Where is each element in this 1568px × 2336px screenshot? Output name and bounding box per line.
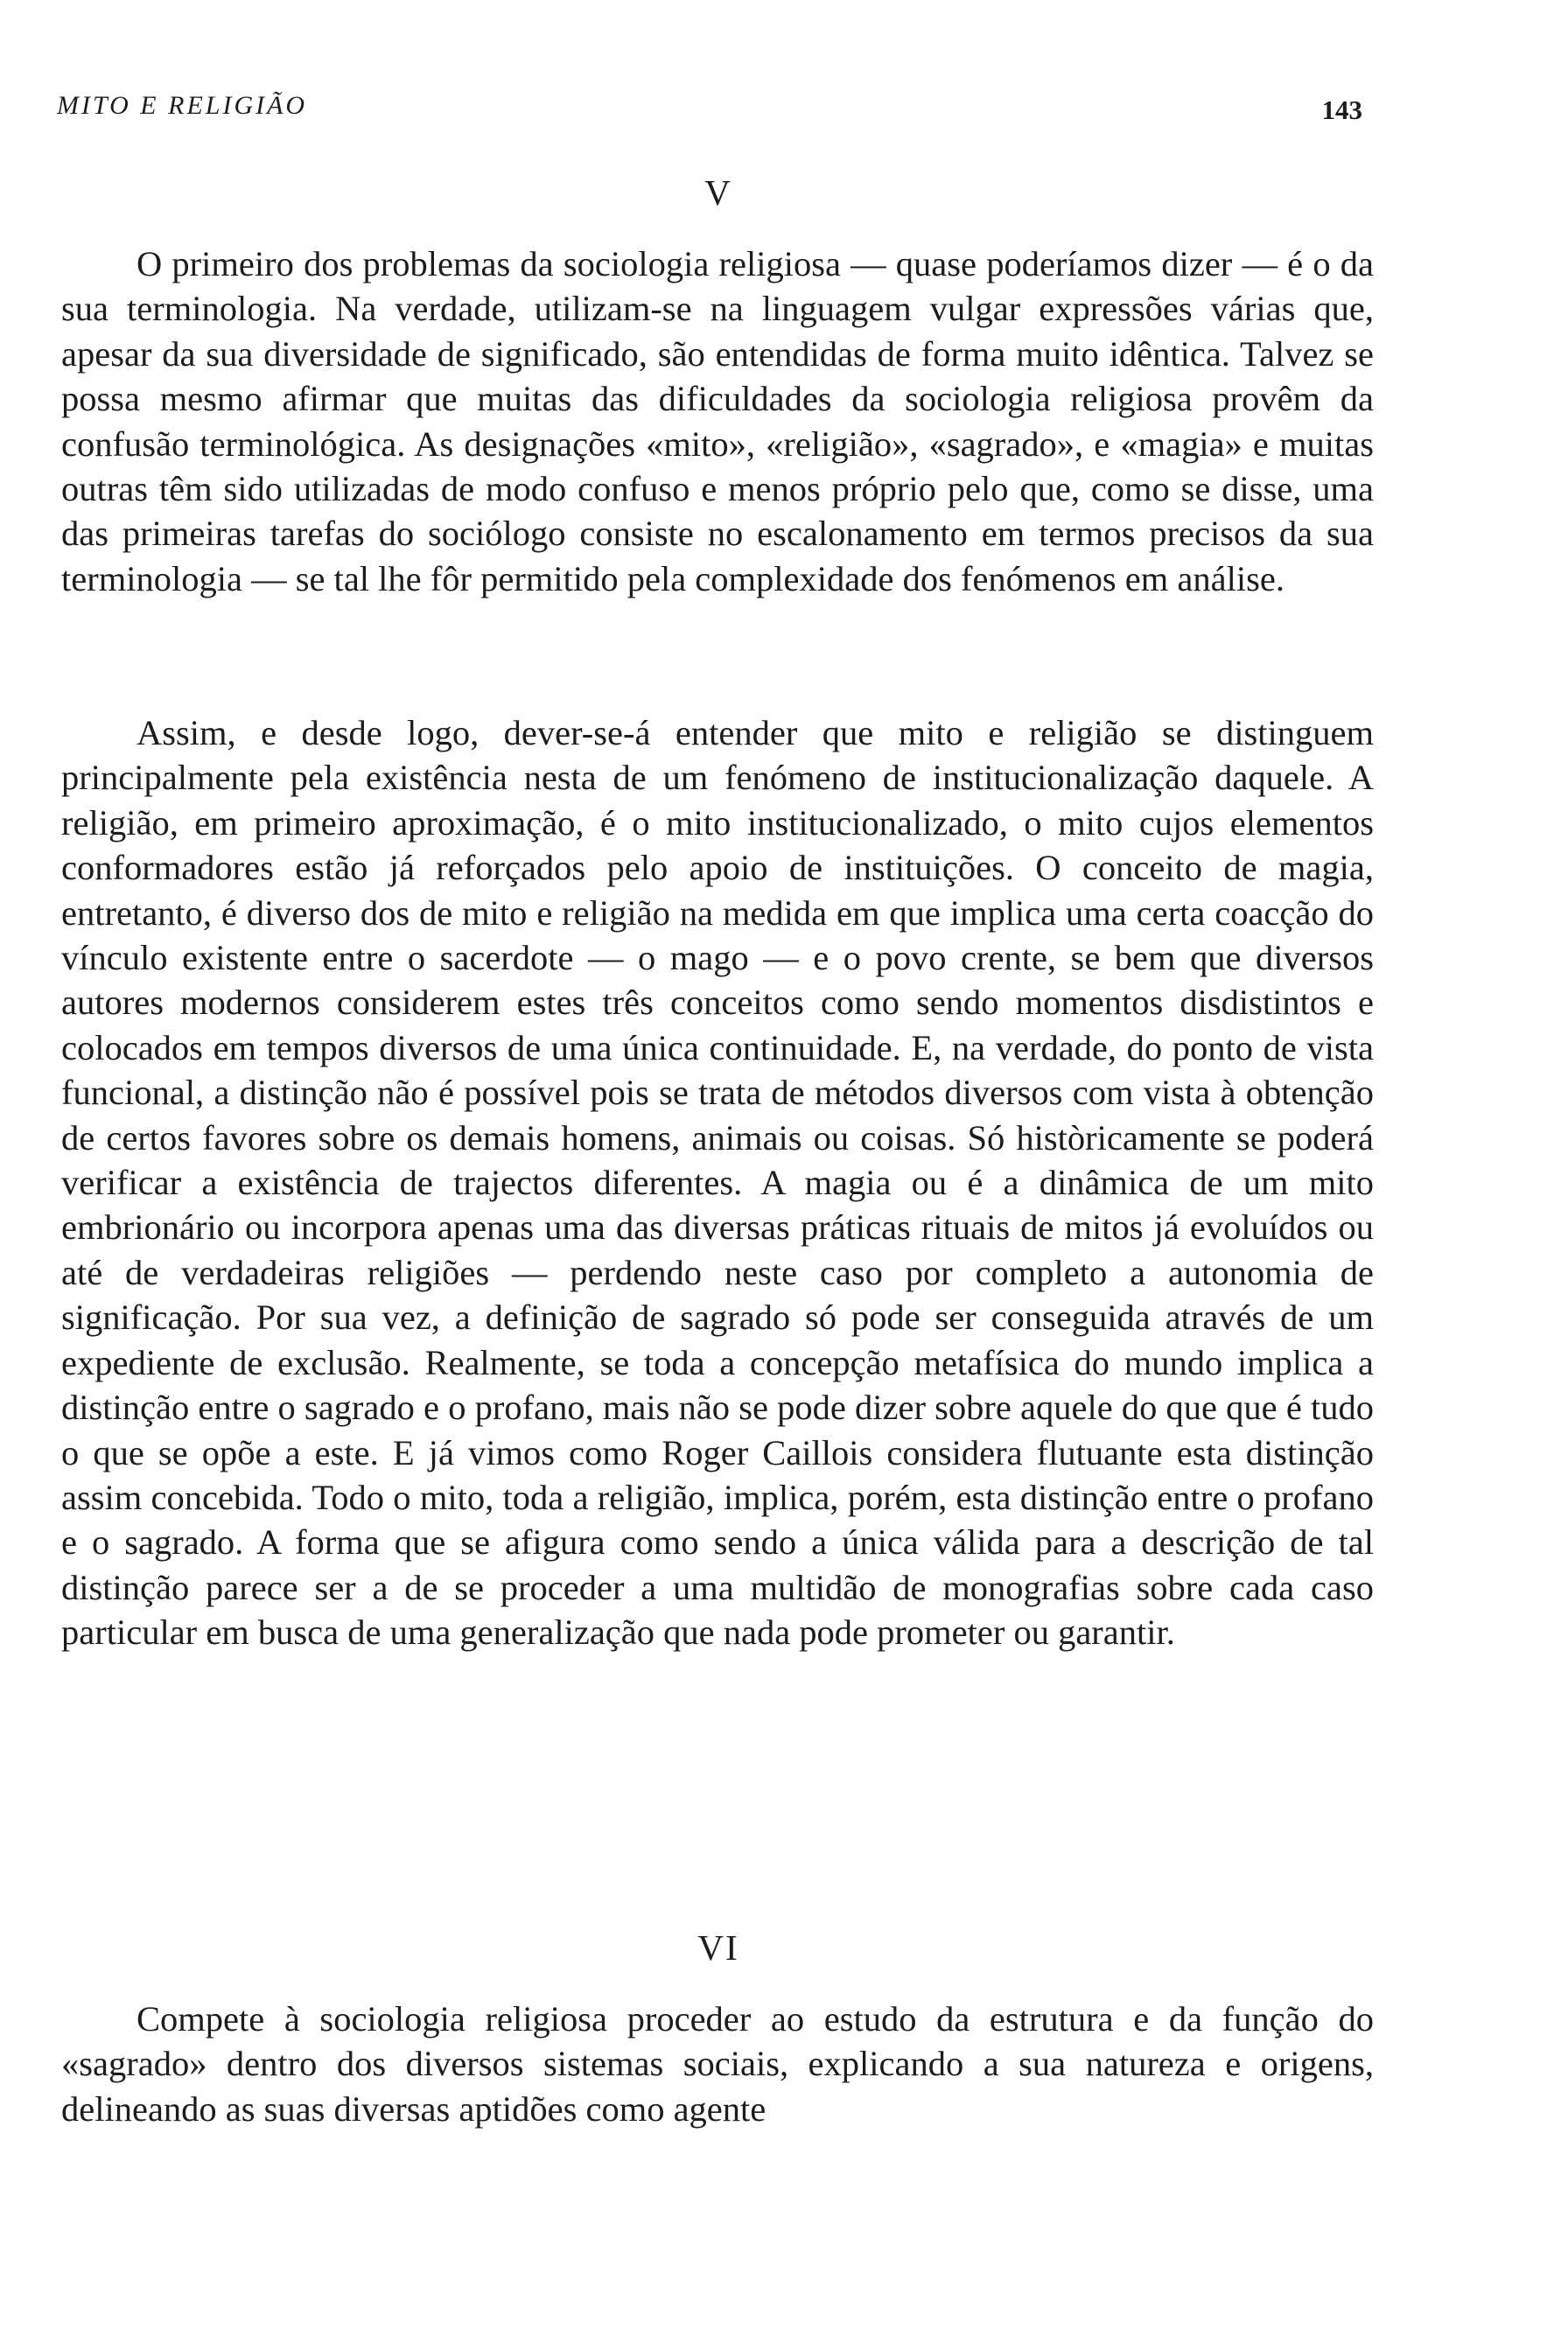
paragraph-myth-religion-magic: Assim, e desde logo, dever-se-á entender que mito e religião se distinguem principalmente pela existência nesta de um fenómeno de institucionalização daquele. A religião, em primeiro aproximação, é o mito institucionalizado, o mito cujos elementos conformadores estão já reforçados pelo apoio de instituições. O conceito de magia, entretanto, é diverso dos de mito e religião na medida em que implica uma certa coacção do vínculo existente entre o sacerdote — o mago — e o povo crente, se bem que diversos autores modernos considerem estes três conceitos como sendo momentos disdistintos e colocados em tempos diversos de uma única continuidade. E, na verdade, do ponto de vista funcional, a distinção não é possível pois se trata de métodos diversos com vista à obtenção de certos favores sobre os demais homens, animais ou coisas. Só històricamente se poderá verificar a existência de trajectos diferentes. A magia ou é a dinâmica de um mito embrionário ou incorpora apenas uma das diversas práticas rituais de mitos já evoluídos ou até de verdadeiras religiões — perdendo neste caso por completo a autonomia de significação. Por sua vez, a definição de sagrado só pode ser conseguida através de um expediente de exclusão. Realmente, se toda a concepção metafísica do mundo implica a distinção entre o sagrado e o profano, mais não se pode dizer sobre aquele do que que é tudo o que se opõe a este. E já vimos como Roger Caillois considera flutuante esta distinção assim concebida. Todo o mito, toda a religião, implica, porém, esta distinção entre o profano e o sagrado. A forma que se afigura como sendo a única válida para a descrição de tal distinção parece ser a de se proceder a uma multidão de monografias sobre cada caso particular em busca de uma generalização que nada pode prometer ou garantir.	[61, 713, 1374, 1653]
running-header	[57, 91, 1362, 129]
page-number: 143	[1321, 94, 1362, 125]
paragraph-sociology-of-sacred: Compete à sociologia religiosa proceder ao estudo da estrutura e da função do «sagrado» dentro dos diversos sistemas sociais, explicando a sua natureza e origens, delineando as suas diversas aptidões como agente	[61, 1999, 1374, 2129]
section-heading-v: V	[704, 172, 732, 213]
running-title: MITO E RELIGIÃO	[57, 91, 308, 120]
paragraph-terminology: O primeiro dos problemas da sociologia religiosa — quase poderíamos dizer — é o da sua terminologia. Na verdade, utilizam-se na linguagem vulgar expressões várias que, apesar da sua diversidade de significado, são entendidas de forma muito idêntica. Talvez se possa mesmo afirmar que muitas das dificuldades da sociologia religiosa provêm da confusão terminológica. As designações «mito», «religião», «sagrado», e «magia» e muitas outras têm sido utilizadas de modo confuso e menos próprio pelo que, como se disse, uma das primeiras tarefas do sociólogo consiste no escalonamento em termos precisos da sua terminologia — se tal lhe fôr permitido pela complexidade dos fenómenos em análise.	[61, 244, 1374, 598]
section-heading-vi: VI	[697, 1927, 739, 1968]
